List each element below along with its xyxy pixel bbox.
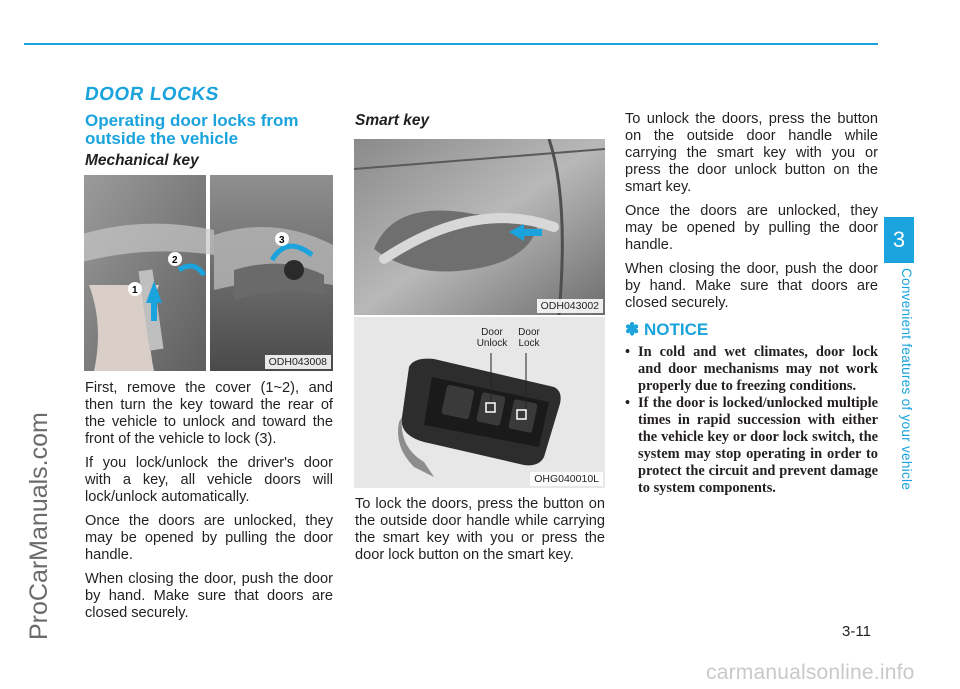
notice-item: • In cold and wet climates, door lock and door mechanisms may not work properly due to freezing conditions. xyxy=(625,344,878,395)
paragraph: To lock the doors, press the button on the outside door handle while carrying the smart key with you or press the door lock button on the smart key. xyxy=(355,496,605,563)
paragraph: Once the doors are unlocked, they may be opened by pulling the door handle. xyxy=(85,513,333,563)
chapter-tab: 3 xyxy=(884,217,914,263)
paragraph: First, remove the cover (1~2), and then turn the key toward the rear of the vehicle to unlock and toward the front of the vehicle to lock (3). xyxy=(85,380,333,447)
notice-title: ✽ NOTICE xyxy=(625,320,709,339)
watermark-left: ProCarManuals.com xyxy=(25,412,53,640)
subheading-mechanical-key: Mechanical key xyxy=(85,152,199,169)
notice-item: • If the door is locked/unlocked multiple times in rapid succession with either the vehicle key or door lock switch, the system may stop operating in order to protect the circuit and prevent damage to system components. xyxy=(625,395,878,497)
mechanical-key-image xyxy=(84,175,333,371)
smart-key-image xyxy=(354,317,605,488)
callout-2: 2 xyxy=(172,255,178,266)
paragraph: To unlock the doors, press the button on the outside door handle while carrying the smart key with you or press the door unlock button on the smart key. xyxy=(625,111,878,195)
callout-1: 1 xyxy=(132,285,138,296)
door-lock-label: Door Lock xyxy=(518,327,540,349)
paragraph: Once the doors are unlocked, they may be opened by pulling the door handle. xyxy=(625,203,878,253)
paragraph: When closing the door, push the door by hand. Make sure that doors are closed securely. xyxy=(85,571,333,621)
col3-body xyxy=(625,111,878,319)
top-rule xyxy=(24,43,878,45)
col2-body xyxy=(355,496,605,571)
paragraph: When closing the door, push the door by hand. Make sure that doors are closed securely. xyxy=(625,261,878,311)
callout-3: 3 xyxy=(279,235,285,246)
page-number: 3-11 xyxy=(842,623,871,640)
image-code-label: OHG040010L xyxy=(530,472,603,486)
subheading-smart-key: Smart key xyxy=(355,112,430,129)
col1-body xyxy=(85,380,333,629)
paragraph: If you lock/unlock the driver's door with a key, all vehicle doors will lock/unlock automatically. xyxy=(85,455,333,505)
heading-operating-door-locks: Operating door locks from outside the vehicle xyxy=(85,111,299,148)
watermark-footer: carmanualsonline.info xyxy=(706,661,915,684)
section-title: DOOR LOCKS xyxy=(83,84,221,105)
notice-list xyxy=(625,344,878,497)
image-code-label: ODH043008 xyxy=(265,355,331,369)
image-code-label: ODH043002 xyxy=(537,299,603,313)
chapter-title: Convenient features of your vehicle xyxy=(899,268,914,491)
chapter-side-label xyxy=(897,268,917,498)
door-handle-image xyxy=(354,139,605,315)
door-unlock-label: Door Unlock xyxy=(476,327,508,349)
